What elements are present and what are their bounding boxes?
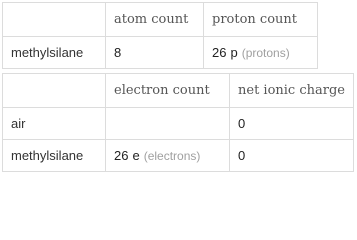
table-header-row <box>3 3 318 37</box>
net-ionic-charge-value: 0 <box>230 140 354 172</box>
column-header-net-ionic-charge: net ionic charge <box>230 74 354 108</box>
corner-cell <box>3 3 106 37</box>
atom-proton-table <box>2 2 318 69</box>
column-header-electron-count: electron count <box>106 74 230 108</box>
atom-count-value: 8 <box>106 37 204 69</box>
column-header-atom-count: atom count <box>106 3 204 37</box>
table-row <box>3 140 354 172</box>
table-header-row <box>3 74 354 108</box>
proton-count-cell <box>204 37 318 69</box>
column-header-proton-count: proton count <box>204 3 318 37</box>
electron-unit-name: (electrons) <box>143 148 201 163</box>
row-label: methylsilane <box>3 140 106 172</box>
proton-count-value: 26 <box>212 44 227 60</box>
net-ionic-charge-value: 0 <box>230 108 354 140</box>
electron-charge-table <box>2 73 354 172</box>
electron-count-cell <box>106 140 230 172</box>
corner-cell <box>3 74 106 108</box>
table-row <box>3 37 318 69</box>
table-row <box>3 108 354 140</box>
row-label: methylsilane <box>3 37 106 69</box>
row-label: air <box>3 108 106 140</box>
electron-count-cell <box>106 108 230 140</box>
electron-unit: e <box>132 147 140 163</box>
proton-unit: p <box>230 44 238 60</box>
proton-unit-name: (protons) <box>241 45 290 60</box>
electron-count-value: 26 <box>114 147 129 163</box>
